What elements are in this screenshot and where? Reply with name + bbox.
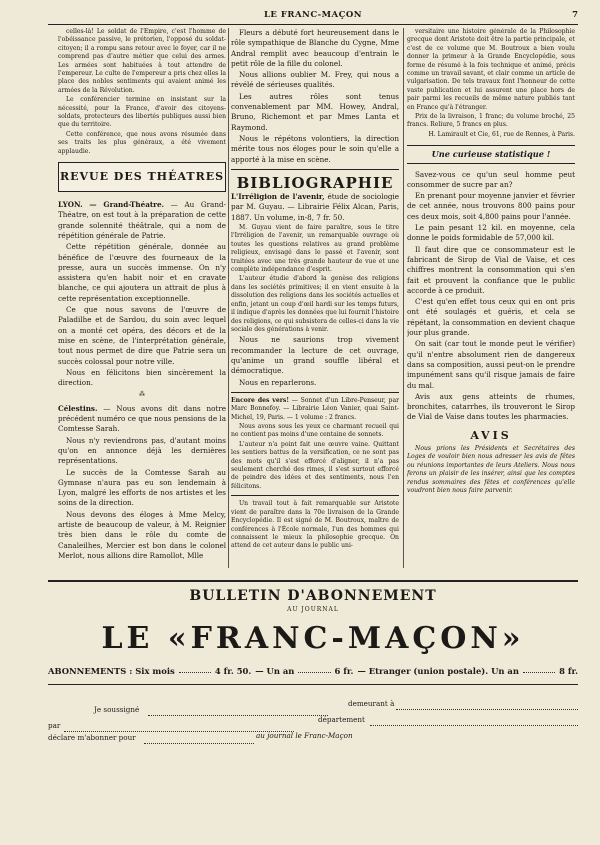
separator-stars: ⁂ [139, 391, 145, 399]
paragraph-text: étude de sociologie par M. Guyau. — Librairie Félix Alcan, Paris, 1887. Un volume, in-8, 7 fr. 50. [231, 192, 399, 222]
section-heading: Célestins. [58, 403, 98, 413]
paragraph: Nous n'y reviendrons pas, d'autant moins qu'on en annonce déjà les dernières représentations. [58, 435, 226, 466]
divider [231, 392, 399, 393]
paragraph: Prix de la livraison, 1 franc; du volume broché, 25 francs. Reliure, 5 francs en plus. [407, 113, 575, 129]
paragraph: Nous allions oublier M. Frey, qui nous a révélé de sérieuses qualités. [231, 70, 399, 90]
paragraph: Cette répétition générale, donnée au bénéfice de l'œuvre des fourneaux de la presse, aura un succès immense. On n'y assistera qu'en habit noir et en cravate blanche, ce qui ajoutera un attrait de plus à cette représentation exceptionnelle. [58, 242, 226, 303]
address-field[interactable] [396, 709, 578, 710]
divider [48, 684, 578, 685]
paragraph: Nous en reparlerons. [239, 377, 317, 387]
paragraph: Savez-vous ce qu'un seul homme peut consommer de sucre par an? [407, 169, 575, 189]
paragraph: M. Guyau vient de faire paraître, sous le titre l'Irréligion de l'avenir, un remarquable ouvrage où toutes les questions relatives au grand problème religieux, envisagé dans le passé et l'avenir, sont traitées avec une très grande hauteur de vue et une complète indépendance d'esprit. [231, 224, 399, 274]
book-title: Encore des vers! [231, 396, 290, 404]
paragraph-text: — Sonnet d'un Libre-Penseur, par Marc Bonnefoy. — Librairie Léon Vanier, quai Saint-Michel, 19, Paris. — 1 volume : 2 francs. [231, 396, 399, 421]
section-heading-statistique: Une curieuse statistique ! [407, 145, 575, 163]
je-soussigne-label: Je soussigné [94, 705, 140, 714]
book-title: L'Irréligion de l'avenir, [231, 192, 325, 202]
section-banner-bibliographie: BIBLIOGRAPHIE [236, 173, 394, 192]
paragraph: Avis aux gens atteints de rhumes, bronchites, catarrhes, ils trouveront le Sirop de Vial de Vaise dans toutes les pharmacies. [407, 391, 575, 422]
running-title: LE FRANC-MAÇON [263, 10, 363, 20]
divider [48, 580, 578, 582]
declare-label: déclare m'abonner pour [48, 733, 136, 742]
abonnements-label: ABONNEMENTS : Six mois [48, 666, 175, 676]
un-an-price: 6 fr. [334, 666, 354, 676]
paragraph: Cette conférence, que nous avons résumée dans ses traits les plus généraux, a été vivement applaudie. [58, 130, 226, 155]
section-banner-revue: REVUE DES THÉATRES [58, 162, 226, 192]
paragraph-text: — Nous avons dit dans notre précédent numéro ce que nous pensions de la Comtesse Sarah. [58, 403, 226, 434]
paragraph [58, 404, 226, 435]
section-banner-avis: AVIS [470, 428, 512, 442]
page-header [48, 10, 578, 25]
un-an-label: — Un an [255, 666, 295, 676]
paragraph: Il faut dire que ce consommateur est le fabricant de Sirop de Vial de Vaise, et ces chiffres montrent la consommation qui s'en fait et prouvent la confiance que le public accorde à ce produit. [407, 244, 575, 295]
subscription-form [48, 580, 578, 813]
column-2 [231, 28, 399, 583]
paragraph: Nous devons des éloges à Mme Melcy, artiste de beaucoup de valeur, à M. Reignier très bien dans le rôle du comte de Canaleilhes, Mercier est bon dans le colonel Merlot, nous allions dire Ramollot, Mlle [58, 509, 226, 560]
journal-name: LE «FRANC-MAÇON» [101, 621, 525, 656]
paragraph: Nous prions les Présidents et Secrétaires des Loges de vouloir bien nous adresser les avis de fêtes ou réunions importantes de leurs Ateliers. Nous nous ferons un plaisir de les insérer, ainsi que les comptes rendus sommaires des fêtes et conférences qu'elle voudront bien nous faire parvenir. [407, 445, 575, 495]
paragraph [58, 200, 226, 241]
column-3 [407, 28, 575, 578]
name-field[interactable] [148, 715, 328, 716]
paragraph-text: — Au Grand-Théatre, on est tout à la préparation de cette grande solennité théâtrale, qui a nom de répétition générale de Patrie. [58, 200, 226, 240]
paragraph: L'auteur n'a point fait une œuvre vaine. Quittant les sentiers battus de la versification, ce ne sont pas des mots qu'il s'est efforcé d'aligner, il n'a pas seulement cherché des rimes, il s'est surtout efforcé de peindre des idées et des sentiments, nous l'en félicitons. [231, 440, 399, 490]
paragraph: En prenant pour moyenne janvier et février de cet année, nous trouvons 800 pains pour ces deux mois, soit 4,800 pains pour l'année. [407, 191, 575, 221]
column-1 [58, 28, 226, 578]
etranger-label: — Etranger (union postale). Un an [357, 666, 519, 676]
demeurant-label: demeurant à [348, 699, 395, 708]
paragraph: L'auteur étudie d'abord la genèse des religions dans les sociétés primitives; il en vient ensuite à la dissolution des religions dans les sociétés actuelles et enfin, jetant un coup d'œil hardi sur les temps futurs, il indique d'après les données que lui fournit l'histoire des religions, ce qui subsistera de celles-ci dans la vie sociale des générations à venir. [231, 275, 399, 333]
page-number: 7 [572, 10, 578, 20]
section-heading: LYON. — Grand-Théatre. [58, 200, 165, 210]
paragraph: Nous en félicitons bien sincèrement la direction. [58, 367, 226, 388]
paragraph: Les autres rôles sont tenus convenablement par MM. Howey, Andral, Bruno, Richemont et par Mmes Lanta et Raymond. [231, 91, 399, 132]
paragraph: Ce que nous savons de l'œuvre de Paladilhe et de Sardou, du soin avec lequel on a monté cet opéra, des décors et de la mise en scène, de l'interprétation générale, tout nous permet de dire que Patrie sera un succès colossal pour notre ville. [58, 305, 226, 366]
departement-field[interactable] [370, 725, 578, 726]
bulletin-subtitle: AU JOURNAL [287, 606, 339, 613]
paragraph: Fleurs a débuté fort heureusement dans le rôle sympathique de Blanche du Cygne, Mme Andral remplit avec beaucoup d'entrain le petit rôle de la fille du colonel. [231, 28, 399, 68]
column-rule [403, 28, 404, 568]
form-fields [48, 699, 578, 813]
paragraph: C'est qu'en effet tous ceux qui en ont pris ont été soulagés et guéris, et cela se répétant, la consommation en devient chaque jour plus grande. [407, 297, 575, 338]
bulletin-title: BULLETIN D'ABONNEMENT [189, 588, 437, 604]
paragraph: Nous ne saurions trop vivement recommander la lecture de cet ouvrage, qu'anime un grand souffle libéral et démocratique. [231, 335, 399, 376]
divider [231, 169, 399, 170]
paragraph: Un travail tout à fait remarquable sur Aristote vient de paraître dans la 70e livraison de la Grande Encyclopédie. Il est signé de M. Boutroux, maître de conférences à l'École normale, l'un des hommes qui connaissent le mieux la philosophie grecque. On attend de cet auteur dans le public uni- [231, 500, 399, 550]
duration-field[interactable] [144, 743, 254, 744]
divider [231, 495, 399, 496]
au-journal-label: au journal le Franc-Maçon [256, 731, 353, 740]
six-mois-price: 4 fr. 50. [214, 666, 252, 676]
paragraph: Nous le répétons volontiers, la direction mérite tous nos éloges pour le soin qu'elle a apporté à la mise en scène. [231, 133, 399, 164]
paragraph: Le pain pesant 12 kil. en moyenne, cela donne le poids formidable de 57,000 kil. [407, 223, 575, 243]
paragraph: versitaire une histoire générale de la Philosophie grecque dont Aristote doit être la partie principale, et c'est de ce volume que M. Boutroux a bien voulu donner la primeur à la Grande Encyclopédie, sous forme de résumé à la fois technique et animé, précis comme un travail savant, et clair comme un article de vulgarisation. De tels travaux font l'honneur de cette vaste publication et lui assurent une place hors de pair parmi les recueils de même nature publiés tant en France qu'à l'étranger. [407, 28, 575, 111]
publisher-line: H. Lamirault et Cie, 61, rue de Rennes, à Paris. [428, 130, 575, 138]
paragraph: Le succès de la Comtesse Sarah au Gymnase n'aura pas eu son lendemain à Lyon, malgré les efforts de nos artistes et les soins de la direction. [58, 467, 226, 508]
paragraph: Nous avons sous les yeux ce charmant recueil qui ne contient pas moins d'une centaine de sonnets. [231, 423, 399, 439]
etranger-price: 8 fr. [559, 666, 578, 676]
subscription-rates [48, 666, 578, 676]
paragraph: celles-là! Le soldat de l'Empire, c'est l'homme de l'obéissance passive, le prétorien, l'opposé du soldat-citoyen; il a rompu sans retour avec le foyer, car il ne comprend pas d'autre métier que celui des armes. Les armées sont habituées à tout attendre de l'empereur. Le culte de l'empereur a pris chez elles la place des nobles sentiments qui avaient animé les armées de la Révolution. [58, 28, 226, 94]
column-rule [228, 28, 229, 568]
par-label: par [48, 721, 61, 730]
paragraph [231, 397, 399, 422]
paragraph: On sait (car tout le monde peut le vérifier) qu'il n'entre absolument rien de dangereux dans sa composition, aussi peut-on le prendre impunément sans qu'il risque jamais de faire du mal. [407, 339, 575, 390]
paragraph [231, 192, 399, 223]
paragraph: Le conférencier termine en insistant sur la nécessité, pour la France, d'avoir des citoyens-soldats, protecteurs des libertés publiques aussi bien que du territoire. [58, 96, 226, 129]
departement-label: département [318, 715, 365, 724]
